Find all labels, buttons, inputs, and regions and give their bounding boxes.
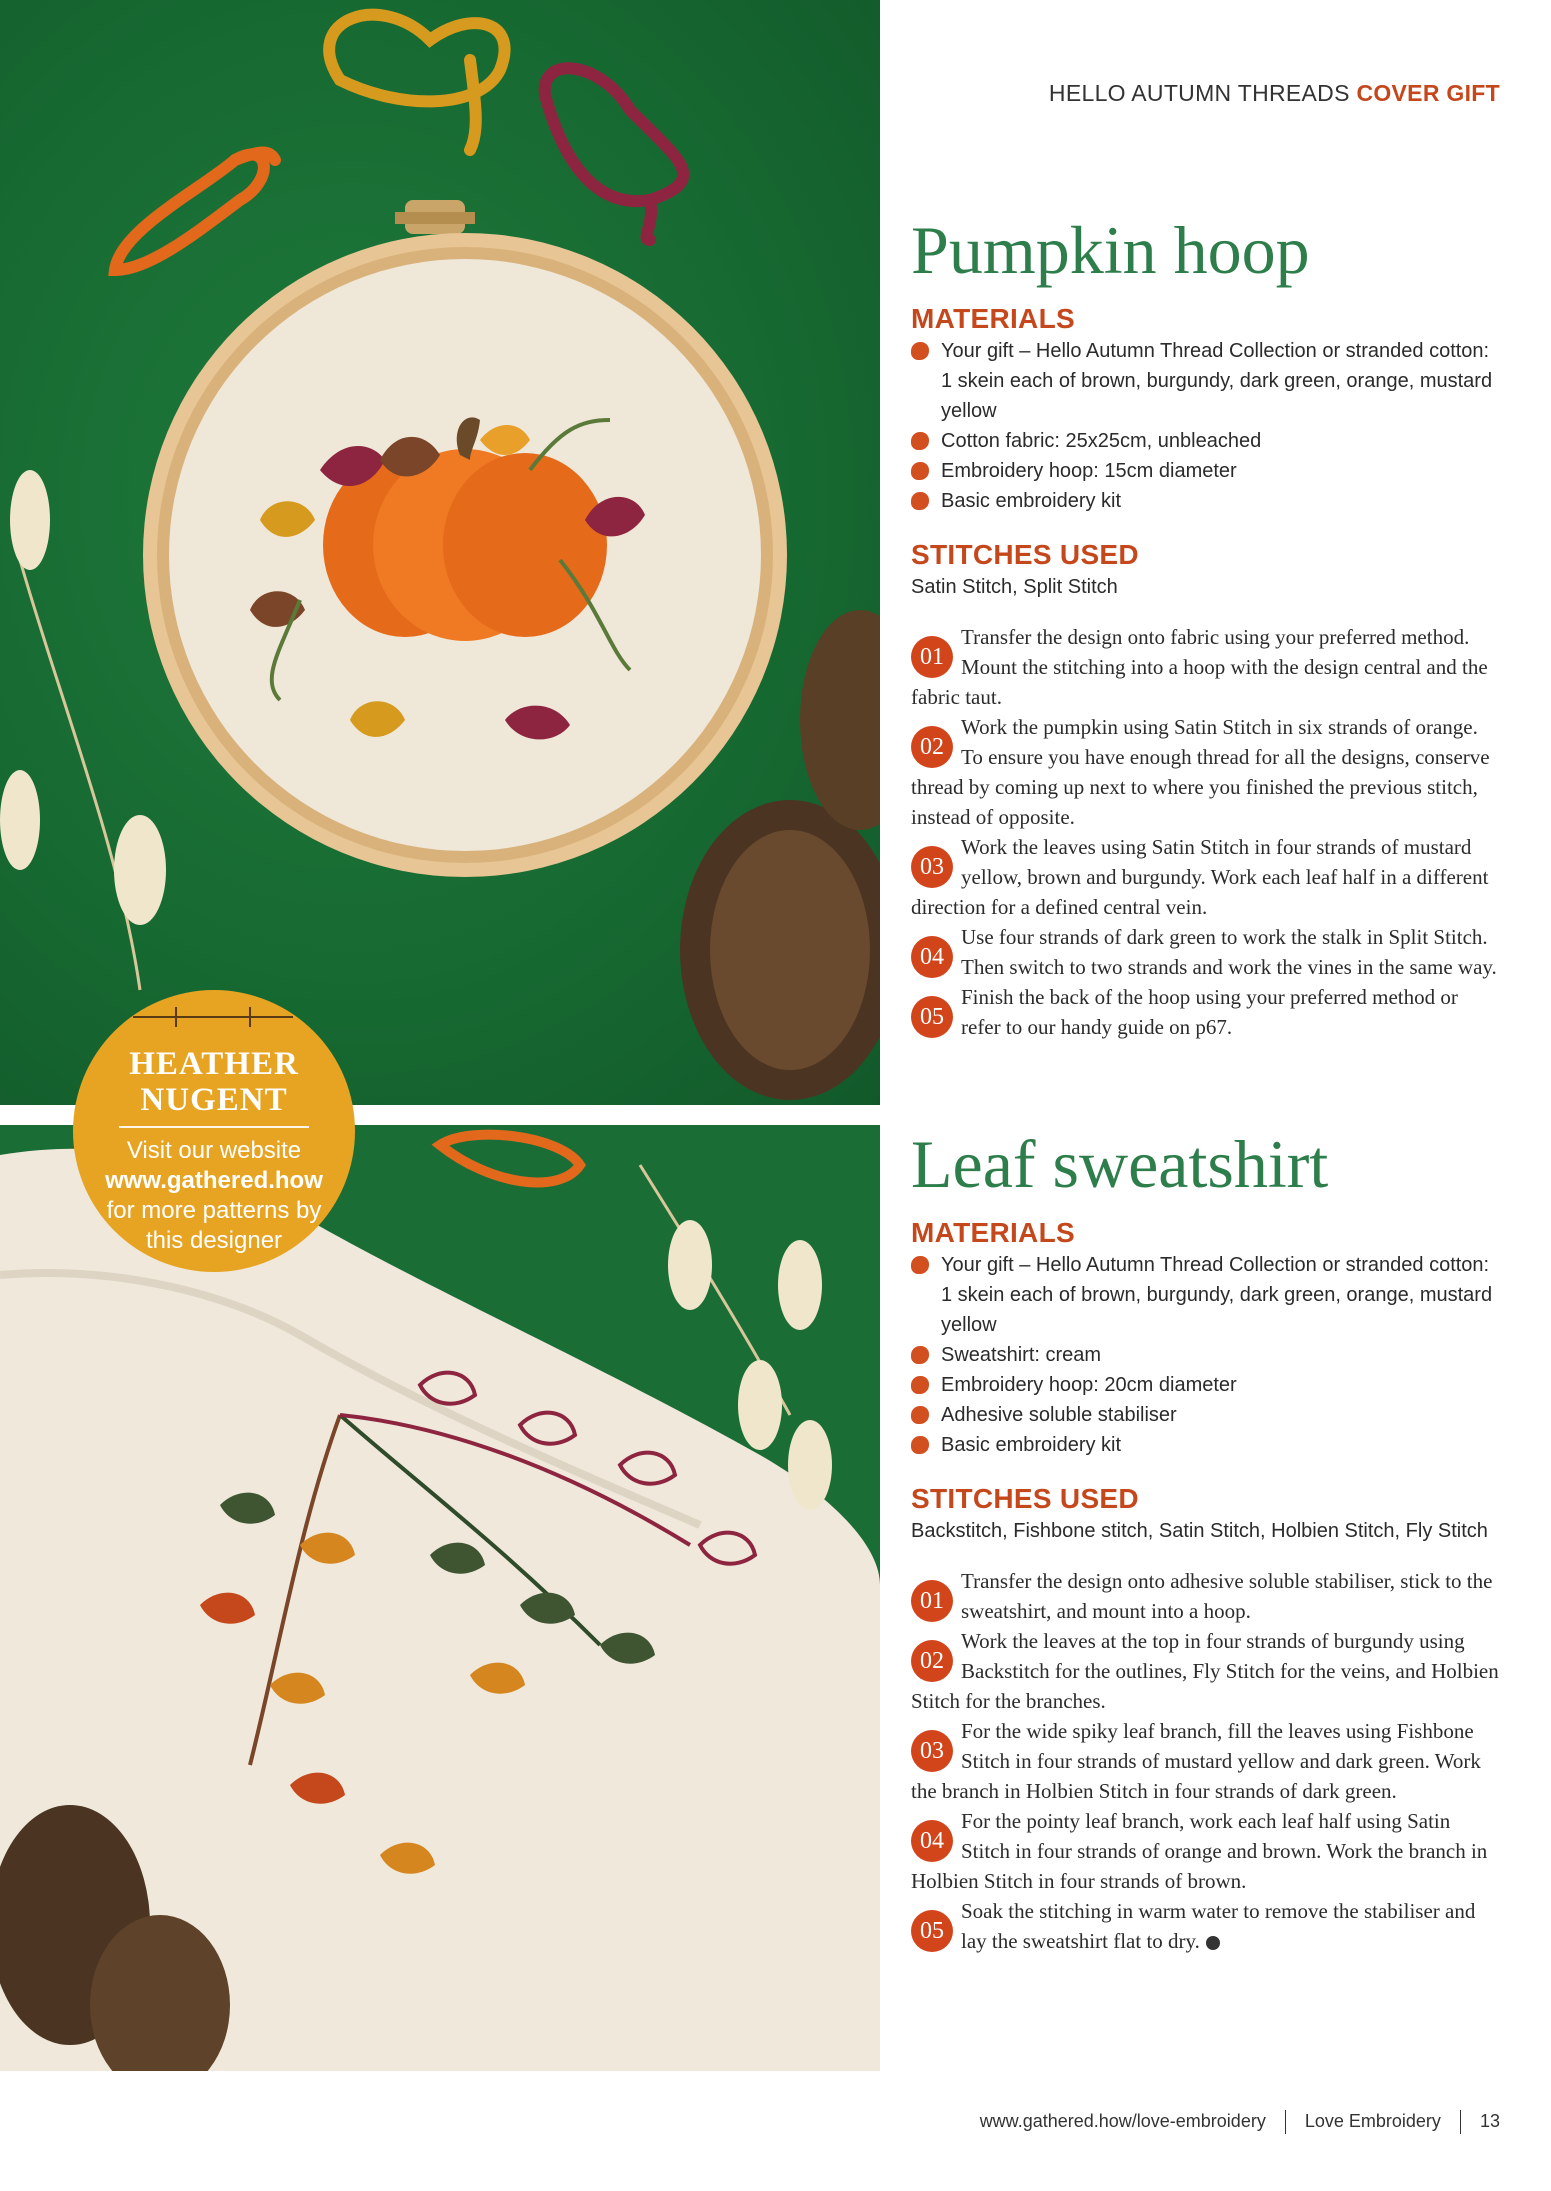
step (911, 922, 1501, 982)
step (911, 832, 1501, 922)
step-text: Use four strands of dark green to work the stalk in Split Stitch. Then switch to two strands and work the vines in the same way. (961, 925, 1497, 979)
pumpkin-steps (911, 622, 1501, 1042)
orange-thread-skein (115, 153, 275, 271)
footer-divider (1460, 2110, 1461, 2134)
step-number: 02 (911, 726, 953, 768)
pumpkin-hoop-photo (0, 0, 880, 1105)
pumpkin-materials-heading: MATERIALS (911, 303, 1075, 334)
designer-name-line1: HEATHER (129, 1046, 299, 1082)
footer-url-link[interactable]: www.gathered.how/love-embroidery (979, 2110, 1266, 2131)
page-footer (980, 2110, 1500, 2134)
step-text: Transfer the design onto fabric using your preferred method. Mount the stitching into a hoop with the design central and the fabric taut. (911, 625, 1488, 709)
step-number: 03 (911, 1730, 953, 1772)
step-number: 02 (911, 1640, 953, 1682)
designer-name-line2: NUGENT (140, 1082, 288, 1118)
step-number: 05 (911, 996, 953, 1038)
page-number: 13 (1479, 2110, 1500, 2131)
footer-magazine: Love Embroidery (1304, 2110, 1441, 2131)
step-number: 01 (911, 1580, 953, 1622)
leaf-sweatshirt-section (911, 1126, 1501, 1956)
step (911, 712, 1501, 832)
list-item: Sweatshirt: cream (911, 1340, 1501, 1370)
list-item: Cotton fabric: 25x25cm, unbleached (911, 426, 1501, 456)
leaf-title: Leaf sweatshirt (911, 1126, 1329, 1202)
step (911, 1716, 1501, 1806)
designer-badge (73, 990, 355, 1272)
pumpkin-stitches-heading: STITCHES USED (911, 539, 1139, 570)
leaf-sweatshirt-photo (0, 1125, 880, 2071)
pumpkin-materials-list (911, 336, 1501, 516)
list-item: Embroidery hoop: 20cm diameter (911, 1370, 1501, 1400)
footer-divider (1285, 2110, 1286, 2134)
step-text: Work the leaves using Satin Stitch in four strands of mustard yellow, brown and burgundy. Work each leaf half in a different direction for a defined central vein. (911, 835, 1489, 919)
list-item: Embroidery hoop: 15cm diameter (911, 456, 1501, 486)
mustard-thread-skein (329, 15, 504, 150)
badge-divider (119, 1126, 309, 1128)
step (911, 1566, 1501, 1626)
leaf-steps (911, 1566, 1501, 1956)
step-number: 04 (911, 1820, 953, 1862)
step-number: 01 (911, 636, 953, 678)
header-accent: COVER GIFT (1356, 80, 1500, 106)
step (911, 1626, 1501, 1716)
step-text: Finish the back of the hoop using your preferred method or refer to our handy guide on p67. (961, 985, 1458, 1039)
step-text: For the wide spiky leaf branch, fill the leaves using Fishbone Stitch in four strands of mustard yellow and dark green. Work the branch in Holbien Stitch in four strands of dark green. (911, 1719, 1481, 1803)
leaf-stitches-text: Backstitch, Fishbone stitch, Satin Stitch, Holbien Stitch, Fly Stitch (911, 1520, 1488, 1542)
step (911, 622, 1501, 712)
pumpkin-title: Pumpkin hoop (911, 212, 1310, 288)
header-prefix: HELLO AUTUMN THREADS (1048, 80, 1350, 106)
end-mark-icon (1206, 1936, 1220, 1950)
step (911, 1896, 1501, 1956)
pumpkin-hoop-section (911, 212, 1501, 1042)
badge-website-link[interactable]: www.gathered.how (105, 1167, 323, 1194)
list-item: Your gift – Hello Autumn Thread Collection or stranded cotton: 1 skein each of brown, burgundy, dark green, orange, mustard yellow (911, 1250, 1501, 1340)
step-number: 04 (911, 936, 953, 978)
list-item: Adhesive soluble stabiliser (911, 1400, 1501, 1430)
badge-text-line1: Visit our website (126, 1137, 302, 1164)
step (911, 982, 1501, 1042)
step (911, 1806, 1501, 1896)
pumpkin-stitches-text: Satin Stitch, Split Stitch (911, 576, 1118, 598)
list-item: Basic embroidery kit (911, 1430, 1501, 1460)
burgundy-thread-skein (545, 68, 684, 240)
orange-thread-skein (440, 1135, 580, 1183)
section-header (1049, 80, 1500, 107)
step-text: Soak the stitching in warm water to remove the stabiliser and lay the sweatshirt flat to dry. (961, 1899, 1476, 1953)
step-text: Work the leaves at the top in four strands of burgundy using Backstitch for the outlines, Fly Stitch for the veins, and Holbien Stitch for the branches. (911, 1629, 1499, 1713)
leaf-materials-heading: MATERIALS (911, 1217, 1075, 1248)
step-text: For the pointy leaf branch, work each leaf half using Satin Stitch in four strands of orange and brown. Work the branch in Holbien Stitch in four strands of brown. (911, 1809, 1488, 1893)
leaf-stitches-heading: STITCHES USED (911, 1483, 1139, 1514)
badge-text-line3: for more patterns by (106, 1197, 322, 1224)
step-text: Transfer the design onto adhesive soluble stabiliser, stick to the sweatshirt, and mount into a hoop. (961, 1569, 1493, 1623)
step-number: 05 (911, 1910, 953, 1952)
badge-decoration (133, 1016, 293, 1018)
list-item: Your gift – Hello Autumn Thread Collection or stranded cotton: 1 skein each of brown, burgundy, dark green, orange, mustard yellow (911, 336, 1501, 426)
step-text: Work the pumpkin using Satin Stitch in six strands of orange. To ensure you have enough thread for all the designs, conserve thread by coming up next to where you finished the previous stitch, instead of opposite. (911, 715, 1490, 829)
dried-grass (0, 470, 166, 990)
leaf-materials-list (911, 1250, 1501, 1460)
list-item: Basic embroidery kit (911, 486, 1501, 516)
badge-text-line4: this designer (145, 1227, 283, 1254)
step-number: 03 (911, 846, 953, 888)
